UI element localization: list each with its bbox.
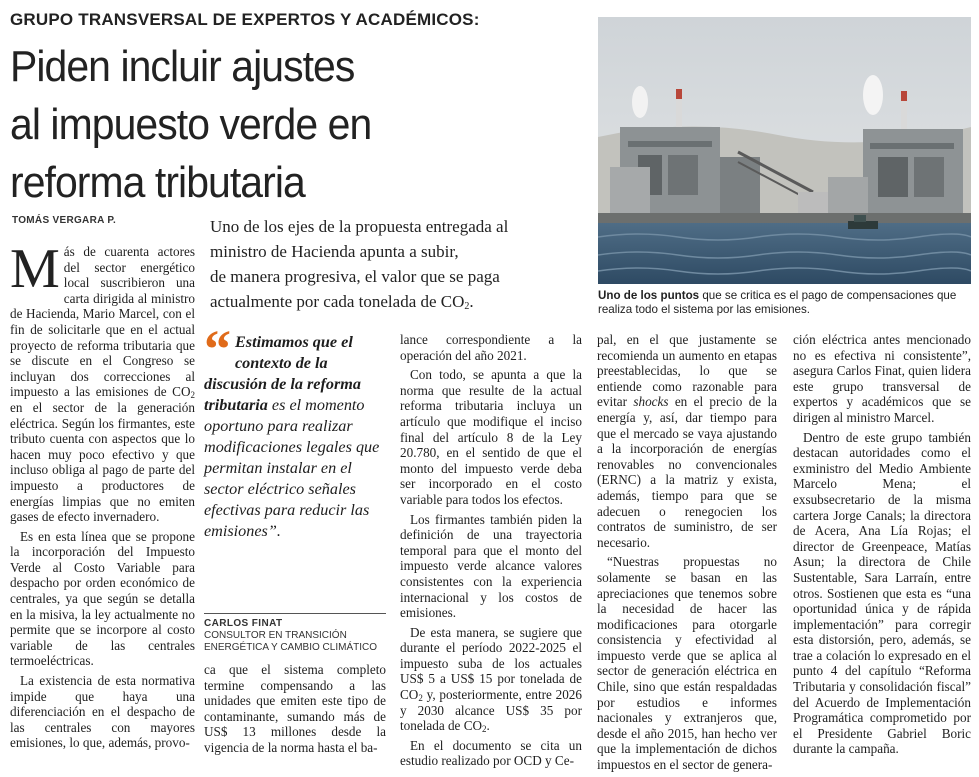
- caption-bold: Uno de los puntos: [598, 289, 700, 302]
- lede: [210, 214, 595, 314]
- col1-p1-text: ás de cuarenta actores del sector energético local suscribieron una carta dirigida al ministro de Hacienda, Mario Marcel, con el fin de solicitarle que en el actual proyecto de reforma tributaria que se discute en el Congreso se incluyan dos correcciones al impuesto a las emisiones de $CO_2$ en el sector de la generación eléctrica. Según los firmantes, este tributo cuenta con aspectos que lo hacen muy poco efectivo y que incluso obliga al pago de parte del impuesto a productores de energías limpias que no emiten gases de efecto invernadero.: [10, 244, 195, 525]
- kicker: GRUPO TRANSVERSAL DE EXPERTOS Y ACADÉMICOS:: [10, 10, 480, 29]
- lede-line-3: de manera progresiva, el valor que se paga: [210, 267, 500, 286]
- column-4: [597, 332, 777, 777]
- col4-paragraph-1: [597, 332, 777, 550]
- photo-caption: [598, 289, 973, 317]
- column-5: [793, 332, 971, 761]
- lede-sub: 2: [464, 301, 470, 312]
- pull-quote: [204, 319, 386, 542]
- headline: [10, 38, 549, 212]
- drop-cap: M: [10, 238, 60, 300]
- headline-line-1: Piden incluir ajustes: [10, 42, 355, 91]
- col3-paragraph-3: Los firmantes también piden la definición de una trayectoria temporal para que el monto del impuesto verde alcance valores consistentes con la experiencia internacional y los costos de emisiones.: [400, 511, 582, 621]
- lede-line-4b: .: [469, 292, 474, 311]
- col3-paragraph-1: lance correspondiente a la operación del año 2021.: [400, 332, 582, 363]
- col2b-paragraph: ca que el sistema completo termine compensando a las unidades que emiten este tipo de contaminante, sumando más de US$ 13 millones desde la vigencia de la norma hasta el ba-: [204, 662, 386, 755]
- headline-line-2: al impuesto verde en: [10, 100, 372, 149]
- col4-paragraph-2: “Nuestras propuestas no solamente se basan en las apreciaciones que tenemos sobre la necesidad de hacer las modificaciones para otorgarle consistencia y efectividad al impuesto verde que se aplica al sector de generación eléctrica en Chile, sino que están respaldadas por estudios e informes nacionales y extranjeros que, desde el año 2015, han hecho ver que la implementación de dichos impuestos en el sector de genera-: [597, 554, 777, 773]
- col4-p1-italic: shocks: [633, 394, 669, 410]
- co2-subscript: 2: [418, 693, 423, 704]
- col1-paragraph-1: [10, 238, 195, 525]
- column-1: [10, 238, 195, 755]
- co2-subscript: 2: [190, 390, 195, 401]
- column-2-bottom: [204, 662, 386, 760]
- quote-mark-icon: “: [204, 319, 231, 379]
- col1-paragraph-2: Es en esta línea que se propone la incorporación del Impuesto Verde al Costo Variable para despacho por orden económico de centrales, ya que según se detalla en la misiva, la ley actualmente no permite que se incorpore al costo variable de las centrales termoeléctricas.: [10, 528, 195, 669]
- lede-line-1: Uno de los ejes de la propuesta entregada al: [210, 217, 509, 236]
- lede-line-4: [210, 289, 595, 314]
- quote-role: CONSULTOR EN TRANSICIÓN ENERGÉTICA Y CAMBIO CLIMÁTICO: [204, 630, 377, 653]
- quote-attribution: [204, 618, 386, 654]
- col5-paragraph-1: ción eléctrica antes mencionado no es efectiva ni consistente”, asegura Carlos Finat, quien lidera este grupo transversal de expertos y académicos que se dirigen al ministro Marcel.: [793, 332, 971, 425]
- col4-p1b: en el precio de la energía y, así, dar tiempo para que el mercado se vaya ajustando a la incorporación de energías renovables no convencionales (ERNC) a la matriz y exista, además, tiempo para que se adecuen o renegocien los contratos de suministro, de ser necesario.: [597, 394, 777, 550]
- caption-text: que se critica es el pago de compensaciones que realiza todo el sistema por las emisiones.: [598, 289, 957, 316]
- col5-paragraph-2: Dentro de este grupo también destacan autoridades como el exministro del Medio Ambiente Marcelo Mena; el exsubsecretario de la misma cartera Jorge Canals; la directora de Acera, Ana Lía Rojas; el director de Greenpeace, Matías Asun; la directora de Chile Sustentable, Sara Larraín, entre otros. Sostienen que esta es “una oportunidad única y de rápida implementación” para corregir esta distorsión, pero, además, se trae a colación lo expresado en el punto 4 del capítulo “Reforma Tributaria y consolidación fiscal” del Acuerdo de Implementación Programática comprometido por el Presidente Gabriel Boric durante la campaña.: [793, 429, 971, 757]
- quote-rest: es el momento oportuno para realizar modificaciones legales que permitan instalar en el sector eléctrico señales efectivas para reducir las emisiones”.: [204, 396, 380, 540]
- col3-paragraph-4: De esta manera, se sugiere que durante el período 2022-2025 el impuesto suba de los actuales US$ 5 a US$ 15 por tonelada de $CO_2$ y, posteriormente, entre 2026 y 2030 alcance US$ 35 por tonelada de $CO_2$.: [400, 624, 582, 735]
- lede-line-4a: actualmente por cada tonelada de CO: [210, 292, 465, 311]
- byline: TOMÁS VERGARA P.: [12, 215, 117, 226]
- co2-subscript: 2: [482, 724, 487, 735]
- col3-paragraph-2: Con todo, se apunta a que la norma que resulte de la actual reforma tributaria incluya un artículo que modifique el inciso final del artículo 8 de la Ley 20.780, en el sentido de que el monto del impuesto verde deba ser incorporado en el costo variable para todos los efectos.: [400, 367, 582, 507]
- quote-divider: [204, 613, 386, 614]
- quote-bold: Estimamos que el contexto de la discusión de la reforma tributaria: [204, 333, 361, 414]
- column-3: [400, 332, 582, 773]
- power-plant-photo: [598, 17, 971, 284]
- col3-paragraph-5: En el documento se cita un estudio realizado por OCD y Ce-: [400, 737, 582, 769]
- col4-p1a: pal, en el que justamente se recomienda un aumento en etapas preestablecidas, lo que se entiende como razonable para evitar: [597, 332, 777, 410]
- quote-author: CARLOS FINAT: [204, 618, 283, 629]
- col1-paragraph-3: La existencia de esta normativa impide que haya una diferenciación en el despacho de las centrales con mayores emisiones, lo que, además, provo-: [10, 673, 195, 751]
- lede-line-2: ministro de Hacienda apunta a subir,: [210, 242, 459, 261]
- headline-line-3: reforma tributaria: [10, 158, 305, 207]
